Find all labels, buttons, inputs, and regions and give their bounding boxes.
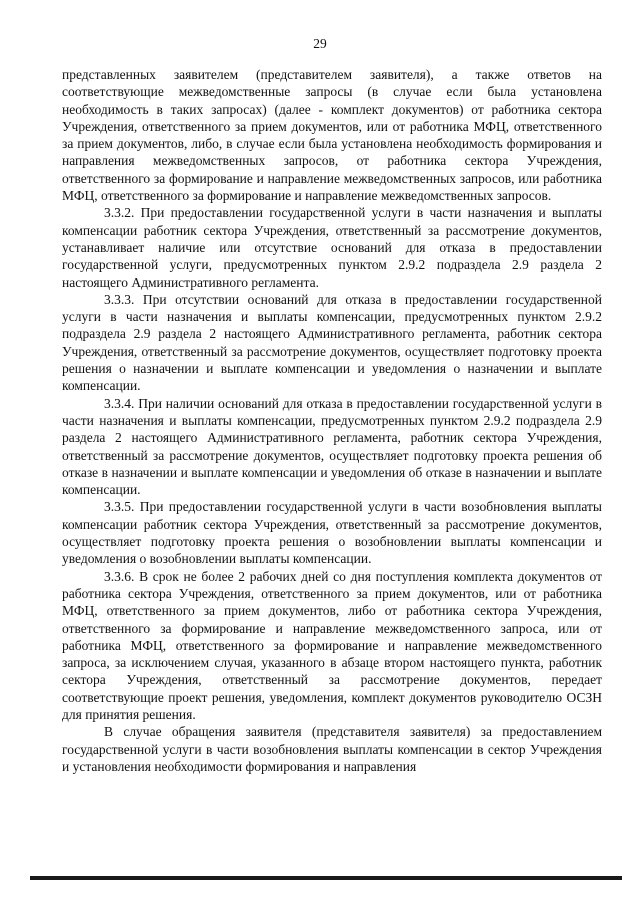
paragraph-3-3-6: 3.3.6. В срок не более 2 рабочих дней со дня поступления комплекта документов от работника сектора Учреждения, ответственного за прием документов, или от работника МФЦ, ответственного за прием документов, либо от работника сектора Учреждения, ответственного за формирование и направление межведомственного запроса, или от работника МФЦ, ответственного за формирование и направление межведомственного запроса, за исключением случая, указанного в абзаце втором настоящего пункта, работник сектора Учреждения, ответственный за рассмотрение документов, передает соответствующие проект решения, уведомления, комплект документов руководителю ОСЗН для принятия решения.	[62, 568, 602, 722]
paragraph-3-3-3: 3.3.3. При отсутствии оснований для отказа в предоставлении государственной услуги в части назначения и выплаты компенсации, предусмотренных пунктом 2.9.2 подраздела 2.9 раздела 2 настоящего Административного регламента, работник сектора Учреждения, ответственный за рассмотрение документов, осуществляет подготовку проекта решения о назначении и выплате компенсации и уведомления о назначении и выплате компенсации.	[62, 291, 602, 394]
page-number: 29	[313, 36, 327, 51]
paragraph-3-3-6-second: В случае обращения заявителя (представителя заявителя) за предоставлением государственной услуги в части возобновления выплаты компенсации в сектор Учреждения и установления необходимости формирования и направления	[62, 724, 602, 774]
paragraph-3-3-4: 3.3.4. При наличии оснований для отказа в предоставлении государственной услуги в части назначения и выплаты компенсации, предусмотренных пунктом 2.9.2 подраздела 2.9 раздела 2 настоящего Административного регламента, работник сектора Учреждения, ответственный за рассмотрение документов, осуществляет подготовку проекта решения об отказе в назначении и выплате компенсации и уведомления об отказе в назначении и выплате компенсации.	[62, 395, 602, 498]
paragraph-3-3-2: 3.3.2. При предоставлении государственной услуги в части назначения и выплаты компенсации работник сектора Учреждения, ответственный за рассмотрение документов, устанавливает наличие или отсутствие оснований для отказа в предоставлении государственной услуги, предусмотренных пунктом 2.9.2 подраздела 2.9 раздела 2 настоящего Административного регламента.	[62, 205, 602, 290]
paragraph-3-3-5: 3.3.5. При предоставлении государственной услуги в части возобновления выплаты компенсации работник сектора Учреждения, ответственный за рассмотрение документов, осуществляет подготовку проекта решения о возобновлении выплаты компенсации и уведомления о возобновлении выплаты компенсации.	[62, 499, 602, 567]
paragraph-continuation: представленных заявителем (представителем заявителя), а также ответов на соответствующие межведомственные запросы (в случае если была установлена необходимость в таких запросах) (далее - комплект документов) от работника сектора Учреждения, ответственного за прием документов, или от работника МФЦ, ответственного за прием документов, либо, в случае если была установлена необходимость формирования и направления межведомственных запросов, от работника сектора Учреждения, ответственного за формирование и направление межведомственных запросов, или работника МФЦ, ответственного за формирование и направление межведомственных запросов.	[62, 67, 602, 204]
page-body	[62, 66, 602, 775]
bottom-rule	[30, 876, 622, 880]
